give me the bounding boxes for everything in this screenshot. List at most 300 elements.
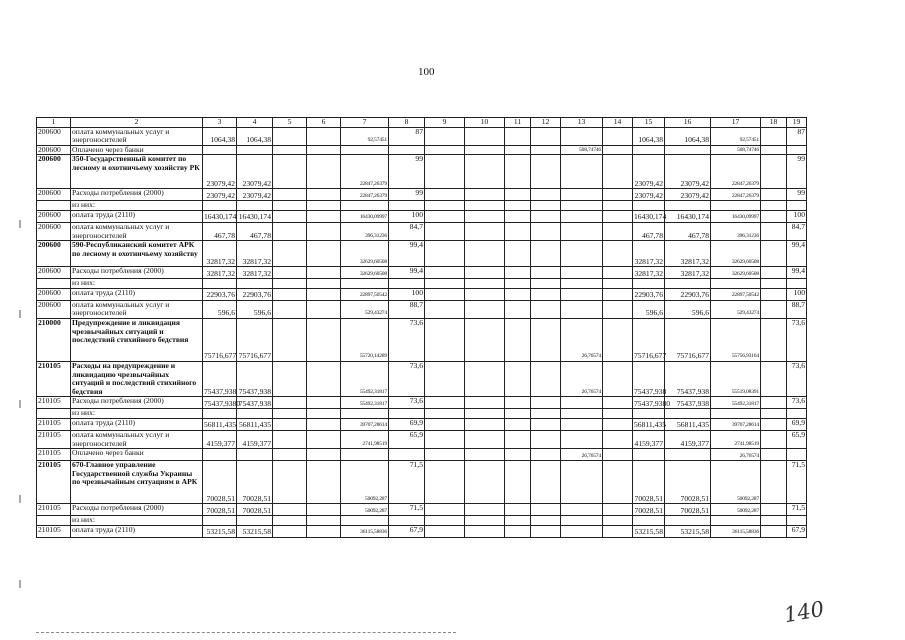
name-cell: оплата коммунальных услуг и энергоносителей xyxy=(71,222,203,240)
value-cell: 22847,26379 xyxy=(711,189,761,201)
percent-cell: 84,7 xyxy=(787,222,807,240)
value-cell xyxy=(237,409,273,419)
value-cell xyxy=(425,504,465,516)
value-cell xyxy=(561,504,603,516)
value-cell xyxy=(465,361,505,396)
percent-cell: 99,4 xyxy=(787,267,807,279)
value-cell xyxy=(561,267,603,279)
column-header: 4 xyxy=(237,118,273,128)
percent-cell: 99,4 xyxy=(787,241,807,267)
percent-cell: 67,9 xyxy=(389,525,425,537)
value-cell: 55720,14289 xyxy=(341,318,389,361)
name-cell: Расходы на предупреждение и ликвидацию чрезвычайных ситуаций и последствий стихийного бедствия xyxy=(71,361,203,396)
value-cell: 23079,42 xyxy=(665,189,711,201)
value-cell xyxy=(561,516,603,526)
value-cell xyxy=(505,288,531,300)
value-cell xyxy=(273,189,307,201)
value-cell xyxy=(237,201,273,211)
value-cell xyxy=(603,155,633,189)
value-cell xyxy=(505,222,531,240)
page-number: 100 xyxy=(418,66,435,78)
value-cell xyxy=(465,145,505,155)
percent-cell: 71,5 xyxy=(787,461,807,504)
value-cell xyxy=(531,201,561,211)
percent-cell: 73,6 xyxy=(389,361,425,396)
value-cell xyxy=(561,525,603,537)
value-cell xyxy=(273,504,307,516)
value-cell xyxy=(603,210,633,222)
table-row xyxy=(37,241,807,267)
value-cell: 75716,677 xyxy=(633,318,665,361)
value-cell: 70028,51 xyxy=(237,461,273,504)
value-cell xyxy=(307,201,341,211)
value-cell xyxy=(561,418,603,430)
value-cell xyxy=(531,504,561,516)
value-cell: 23079,42 xyxy=(665,155,711,189)
value-cell xyxy=(465,127,505,145)
value-cell xyxy=(465,210,505,222)
value-cell xyxy=(761,300,787,318)
value-cell: 16430,09997 xyxy=(711,210,761,222)
table-row xyxy=(37,449,807,461)
value-cell xyxy=(307,409,341,419)
value-cell xyxy=(307,397,341,409)
percent-cell: 73,6 xyxy=(389,397,425,409)
value-cell: 4159,377 xyxy=(633,430,665,448)
name-cell: 670-Главное управление Государственной службы Украины по чрезвычайным ситуациям в АРК xyxy=(71,461,203,504)
percent-cell: 69,9 xyxy=(787,418,807,430)
percent-cell: 69,9 xyxy=(389,418,425,430)
name-cell: оплата труда (2110) xyxy=(71,288,203,300)
name-cell: оплата коммунальных услуг и энергоносителей xyxy=(71,127,203,145)
value-cell: 596,6 xyxy=(633,300,665,318)
value-cell xyxy=(603,222,633,240)
value-cell: 23079,42 xyxy=(203,155,237,189)
value-cell: 53215,58 xyxy=(665,525,711,537)
name-cell: оплата коммунальных услуг и энергоносителей xyxy=(71,430,203,448)
value-cell: 22903,76 xyxy=(237,288,273,300)
value-cell: 92,57451 xyxy=(711,127,761,145)
value-cell xyxy=(531,127,561,145)
value-cell xyxy=(603,201,633,211)
name-cell: Расходы потребления (2000) xyxy=(71,397,203,409)
value-cell: 70028,51 xyxy=(665,504,711,516)
value-cell xyxy=(307,504,341,516)
percent-cell: 88,7 xyxy=(787,300,807,318)
name-cell: из них: xyxy=(71,409,203,419)
value-cell xyxy=(273,418,307,430)
value-cell xyxy=(273,127,307,145)
column-header: 3 xyxy=(203,118,237,128)
value-cell xyxy=(465,430,505,448)
value-cell xyxy=(273,267,307,279)
value-cell: 508,74746 xyxy=(561,145,603,155)
value-cell: 70028,51 xyxy=(203,504,237,516)
value-cell xyxy=(531,409,561,419)
value-cell: 1064,38 xyxy=(203,127,237,145)
value-cell xyxy=(465,267,505,279)
value-cell xyxy=(603,430,633,448)
value-cell xyxy=(505,318,531,361)
value-cell xyxy=(425,516,465,526)
name-cell: оплата коммунальных услуг и энергоносителей xyxy=(71,300,203,318)
value-cell xyxy=(761,145,787,155)
code-cell: 200600 xyxy=(37,288,71,300)
value-cell xyxy=(307,418,341,430)
value-cell xyxy=(465,241,505,267)
value-cell xyxy=(531,516,561,526)
value-cell xyxy=(307,449,341,461)
value-cell: 26,76574 xyxy=(561,361,603,396)
name-cell: 590-Республиканский комитет АРК по лесному и охотничьему хозяйству xyxy=(71,241,203,267)
value-cell xyxy=(561,279,603,289)
value-cell xyxy=(561,222,603,240)
table-row xyxy=(37,300,807,318)
value-cell xyxy=(561,461,603,504)
percent-cell: 100 xyxy=(787,288,807,300)
percent-cell: 99 xyxy=(787,189,807,201)
name-cell: 350-Государственный комитет по лесному и охотничьему хозяйству РК xyxy=(71,155,203,189)
value-cell xyxy=(273,300,307,318)
code-cell: 200600 xyxy=(37,145,71,155)
percent-cell: 99,4 xyxy=(389,267,425,279)
value-cell xyxy=(425,361,465,396)
value-cell xyxy=(273,516,307,526)
value-cell xyxy=(603,318,633,361)
value-cell: 75716,677 xyxy=(203,318,237,361)
value-cell xyxy=(603,300,633,318)
value-cell xyxy=(505,430,531,448)
column-header: 2 xyxy=(71,118,203,128)
value-cell xyxy=(237,449,273,461)
value-cell xyxy=(531,222,561,240)
percent-cell: 87 xyxy=(787,127,807,145)
value-cell xyxy=(761,127,787,145)
name-cell: из них: xyxy=(71,279,203,289)
value-cell xyxy=(237,516,273,526)
value-cell xyxy=(505,145,531,155)
name-cell: Расходы потребления (2000) xyxy=(71,267,203,279)
value-cell xyxy=(505,449,531,461)
value-cell: 75437,9380 xyxy=(634,398,671,408)
value-cell: 32817,32 xyxy=(237,267,273,279)
percent-cell xyxy=(389,516,425,526)
value-cell xyxy=(761,361,787,396)
value-cell xyxy=(425,267,465,279)
value-cell xyxy=(465,201,505,211)
value-cell xyxy=(531,300,561,318)
name-cell: Оплачено через банки xyxy=(71,145,203,155)
value-cell xyxy=(273,288,307,300)
value-cell: 75437,938 xyxy=(203,361,237,396)
value-cell xyxy=(633,449,665,461)
value-cell: 50092,287 xyxy=(711,461,761,504)
value-cell xyxy=(761,201,787,211)
value-cell xyxy=(425,449,465,461)
value-cell: 56811,435 xyxy=(634,420,666,430)
value-cell xyxy=(307,145,341,155)
percent-cell: 73,6 xyxy=(389,318,425,361)
value-cell xyxy=(531,288,561,300)
value-cell xyxy=(425,189,465,201)
value-cell xyxy=(531,145,561,155)
value-cell xyxy=(665,201,711,211)
value-cell xyxy=(307,318,341,361)
value-cell xyxy=(505,397,531,409)
value-cell xyxy=(203,516,237,526)
value-cell xyxy=(273,318,307,361)
value-cell: 467,78 xyxy=(633,222,665,240)
value-cell: 56811,435 xyxy=(204,420,236,430)
value-cell xyxy=(603,461,633,504)
value-cell xyxy=(603,241,633,267)
handwritten-page-number: 140 xyxy=(782,596,826,628)
value-cell: 16430,174 xyxy=(204,212,237,222)
value-cell xyxy=(273,449,307,461)
value-cell xyxy=(307,127,341,145)
code-cell: 200600 xyxy=(37,300,71,318)
value-cell xyxy=(761,525,787,537)
table-body xyxy=(37,127,807,537)
value-cell: 55492,31817 xyxy=(711,397,761,409)
value-cell xyxy=(237,145,273,155)
value-cell: 2741,98519 xyxy=(341,430,389,448)
percent-cell: 71,5 xyxy=(389,461,425,504)
value-cell xyxy=(531,189,561,201)
value-cell: 396,31236 xyxy=(341,222,389,240)
percent-cell: 65,9 xyxy=(389,430,425,448)
table-row xyxy=(37,430,807,448)
value-cell xyxy=(341,145,389,155)
value-cell xyxy=(341,449,389,461)
value-cell xyxy=(633,516,665,526)
value-cell xyxy=(505,461,531,504)
code-cell: 210105 xyxy=(37,525,71,537)
value-cell xyxy=(603,145,633,155)
percent-cell: 100 xyxy=(787,210,807,222)
percent-cell xyxy=(787,409,807,419)
code-cell: 210105 xyxy=(37,397,71,409)
code-cell: 210105 xyxy=(37,449,71,461)
code-cell: 210105 xyxy=(37,461,71,504)
table-row xyxy=(37,525,807,537)
value-cell xyxy=(561,127,603,145)
value-cell: 1064,38 xyxy=(633,127,665,145)
value-cell xyxy=(561,300,603,318)
value-cell: 32817,32 xyxy=(237,241,273,267)
value-cell xyxy=(425,461,465,504)
value-cell xyxy=(425,210,465,222)
value-cell xyxy=(307,210,341,222)
percent-cell: 87 xyxy=(389,127,425,145)
value-cell: 22903,76 xyxy=(203,288,237,300)
code-cell: 200600 xyxy=(37,267,71,279)
value-cell xyxy=(341,279,389,289)
value-cell xyxy=(761,418,787,430)
value-cell xyxy=(633,201,665,211)
code-cell: 200600 xyxy=(37,222,71,240)
value-cell: 32817,32 xyxy=(665,267,711,279)
column-header: 16 xyxy=(665,118,711,128)
value-cell: 55492,31817 xyxy=(341,361,389,396)
value-cell xyxy=(761,267,787,279)
value-cell: 50092,287 xyxy=(341,461,389,504)
table-row xyxy=(37,504,807,516)
value-cell xyxy=(307,189,341,201)
value-cell xyxy=(505,504,531,516)
value-cell xyxy=(425,300,465,318)
code-cell xyxy=(37,409,71,419)
value-cell xyxy=(273,409,307,419)
value-cell xyxy=(505,127,531,145)
value-cell xyxy=(425,418,465,430)
value-cell xyxy=(603,516,633,526)
value-cell: 32817,32 xyxy=(633,267,665,279)
name-cell: оплата труда (2110) xyxy=(71,210,203,222)
value-cell xyxy=(761,397,787,409)
value-cell xyxy=(561,397,603,409)
table-row xyxy=(37,222,807,240)
value-cell xyxy=(425,222,465,240)
value-cell: 23079,42 xyxy=(237,155,273,189)
value-cell: 396,31236 xyxy=(711,222,761,240)
value-cell xyxy=(531,241,561,267)
value-cell: 16430,174 xyxy=(237,210,273,222)
value-cell: 75437,938 xyxy=(237,361,273,396)
column-header: 6 xyxy=(307,118,341,128)
value-cell: 529,43274 xyxy=(711,300,761,318)
value-cell xyxy=(465,504,505,516)
value-cell: 36115,58836 xyxy=(711,525,761,537)
value-cell xyxy=(761,241,787,267)
value-cell: 22897,50542 xyxy=(711,288,761,300)
code-cell: 210105 xyxy=(37,361,71,396)
value-cell xyxy=(307,288,341,300)
value-cell: 32817,32 xyxy=(633,241,665,267)
table-row xyxy=(37,409,807,419)
value-cell: 23079,42 xyxy=(633,189,665,201)
value-cell xyxy=(603,288,633,300)
value-cell xyxy=(761,288,787,300)
value-cell xyxy=(603,267,633,279)
column-header: 8 xyxy=(389,118,425,128)
value-cell: 22897,50542 xyxy=(341,288,389,300)
value-cell: 75437,938 xyxy=(665,397,711,409)
value-cell xyxy=(273,525,307,537)
value-cell xyxy=(561,288,603,300)
table-row xyxy=(37,516,807,526)
value-cell: 2741,98519 xyxy=(711,430,761,448)
value-cell xyxy=(603,409,633,419)
value-cell xyxy=(761,318,787,361)
value-cell: 22847,26379 xyxy=(341,189,389,201)
code-cell xyxy=(37,279,71,289)
percent-cell xyxy=(787,279,807,289)
percent-cell: 73,6 xyxy=(787,318,807,361)
value-cell xyxy=(425,201,465,211)
value-cell xyxy=(341,409,389,419)
value-cell: 55492,31817 xyxy=(341,397,389,409)
value-cell xyxy=(761,279,787,289)
column-header: 12 xyxy=(531,118,561,128)
value-cell: 23079,42 xyxy=(237,189,273,201)
column-header: 15 xyxy=(633,118,665,128)
table-row xyxy=(37,127,807,145)
value-cell xyxy=(425,127,465,145)
code-cell: 210000 xyxy=(37,318,71,361)
value-cell xyxy=(531,267,561,279)
value-cell xyxy=(203,409,237,419)
percent-cell: 65,9 xyxy=(787,430,807,448)
value-cell xyxy=(465,318,505,361)
name-cell: Расходы потребления (2000) xyxy=(71,504,203,516)
value-cell: 39707,28614 xyxy=(711,418,761,430)
column-header: 9 xyxy=(425,118,465,128)
value-cell: 467,78 xyxy=(237,222,273,240)
value-cell xyxy=(603,361,633,396)
value-cell: 467,78 xyxy=(203,222,237,240)
value-cell: 53215,58 xyxy=(633,525,665,537)
value-cell xyxy=(505,279,531,289)
value-cell: 32817,32 xyxy=(203,241,237,267)
value-cell xyxy=(761,461,787,504)
column-header: 10 xyxy=(465,118,505,128)
value-cell xyxy=(561,210,603,222)
percent-cell xyxy=(389,449,425,461)
value-cell: 23079,42 xyxy=(633,155,665,189)
percent-cell: 67,9 xyxy=(787,525,807,537)
value-cell xyxy=(531,461,561,504)
value-cell xyxy=(505,418,531,430)
value-cell xyxy=(273,397,307,409)
value-cell xyxy=(465,461,505,504)
value-cell xyxy=(561,241,603,267)
value-cell xyxy=(603,418,633,430)
name-cell: оплата труда (2110) xyxy=(71,418,203,430)
value-cell: 4159,377 xyxy=(237,430,273,448)
value-cell xyxy=(531,318,561,361)
value-cell xyxy=(273,155,307,189)
value-cell: 32817,32 xyxy=(665,241,711,267)
value-cell: 26,76574 xyxy=(561,449,603,461)
name-cell: Оплачено через банки xyxy=(71,449,203,461)
value-cell: 16430,174 xyxy=(634,212,667,222)
value-cell: 55519,08391 xyxy=(711,361,761,396)
value-cell: 32629,60508 xyxy=(341,267,389,279)
table-row xyxy=(37,279,807,289)
value-cell xyxy=(465,300,505,318)
table-row xyxy=(37,155,807,189)
value-cell: 36115,58836 xyxy=(341,525,389,537)
value-cell: 508,74746 xyxy=(711,145,761,155)
value-cell: 75437,9380 xyxy=(204,398,241,408)
code-cell: 200600 xyxy=(37,155,71,189)
value-cell: 23079,42 xyxy=(203,189,237,201)
value-cell xyxy=(761,210,787,222)
code-cell: 200600 xyxy=(37,210,71,222)
value-cell xyxy=(425,409,465,419)
value-cell xyxy=(665,516,711,526)
column-header: 13 xyxy=(561,118,603,128)
value-cell xyxy=(505,189,531,201)
name-cell: Расходы потребления (2000) xyxy=(71,189,203,201)
value-cell xyxy=(307,279,341,289)
value-cell: 529,43274 xyxy=(341,300,389,318)
column-header: 1 xyxy=(37,118,71,128)
code-cell: 200600 xyxy=(37,189,71,201)
table-row xyxy=(37,461,807,504)
percent-cell: 100 xyxy=(389,288,425,300)
